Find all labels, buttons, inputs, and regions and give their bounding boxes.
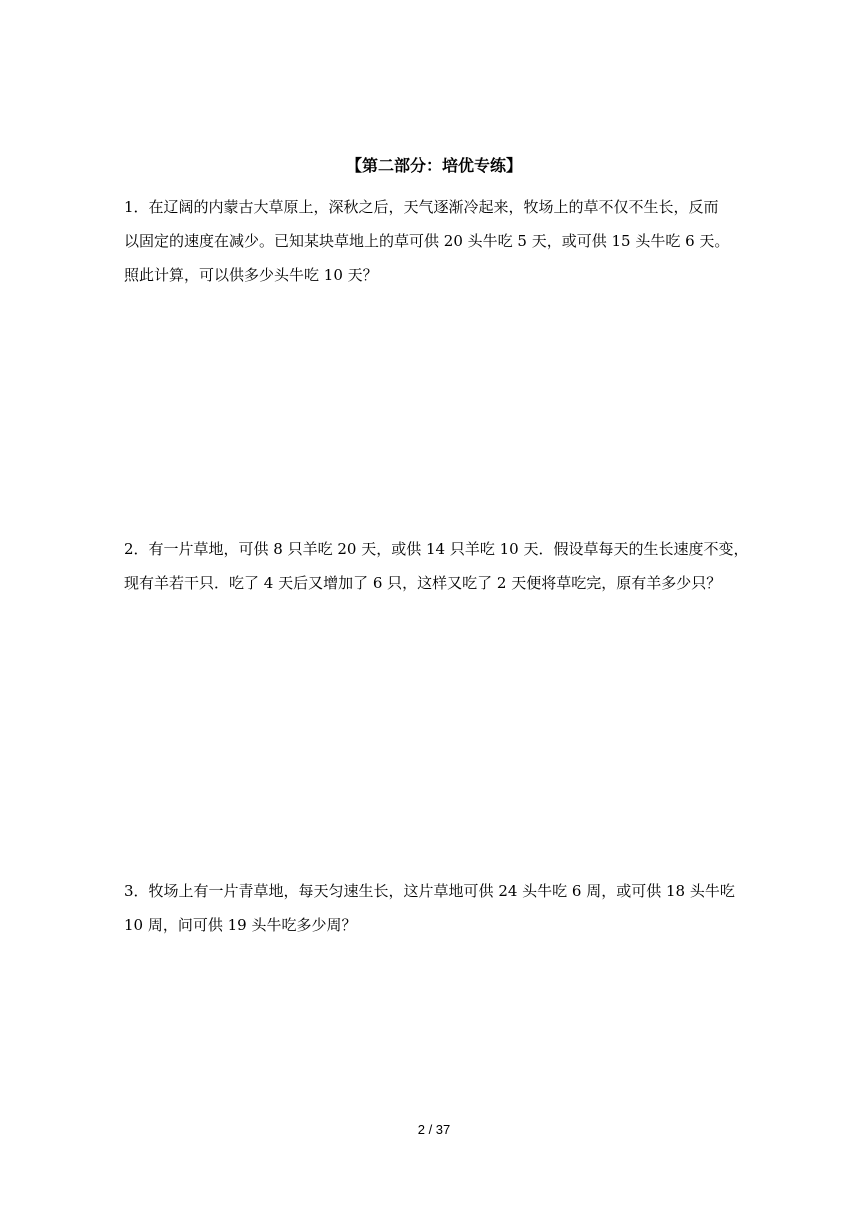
- question-1: [124, 190, 764, 292]
- question-1-line-3: 照此计算，可以供多少头牛吃 10 天？: [124, 266, 378, 284]
- section-title: 【第二部分：培优专练】: [345, 156, 522, 175]
- question-1-line-1: 1．在辽阔的内蒙古大草原上，深秋之后，天气逐渐冷起来，牧场上的草不仅不生长，反而: [124, 198, 719, 216]
- question-3-line-2: 10 周，问可供 19 头牛吃多少周？: [124, 916, 357, 934]
- question-1-line-2: 以固定的速度在减少。已知某块草地上的草可供 20 头牛吃 5 天，或可供 15 头牛吃 6 天。: [124, 232, 730, 250]
- question-2-line-2: 现有羊若干只．吃了 4 天后又增加了 6 只，这样又吃了 2 天便将草吃完，原有羊多少只？: [124, 574, 722, 592]
- question-2: [124, 532, 764, 600]
- page-indicator: 2 / 37: [417, 1122, 451, 1137]
- question-3-line-1: 3．牧场上有一片青草地，每天匀速生长，这片草地可供 24 头牛吃 6 周，或可供 18 头牛吃: [124, 882, 735, 900]
- question-2-line-1: 2．有一片草地，可供 8 只羊吃 20 天，或供 14 只羊吃 10 天．假设草每天的生长速度不变，: [124, 540, 749, 558]
- question-3: [124, 874, 764, 942]
